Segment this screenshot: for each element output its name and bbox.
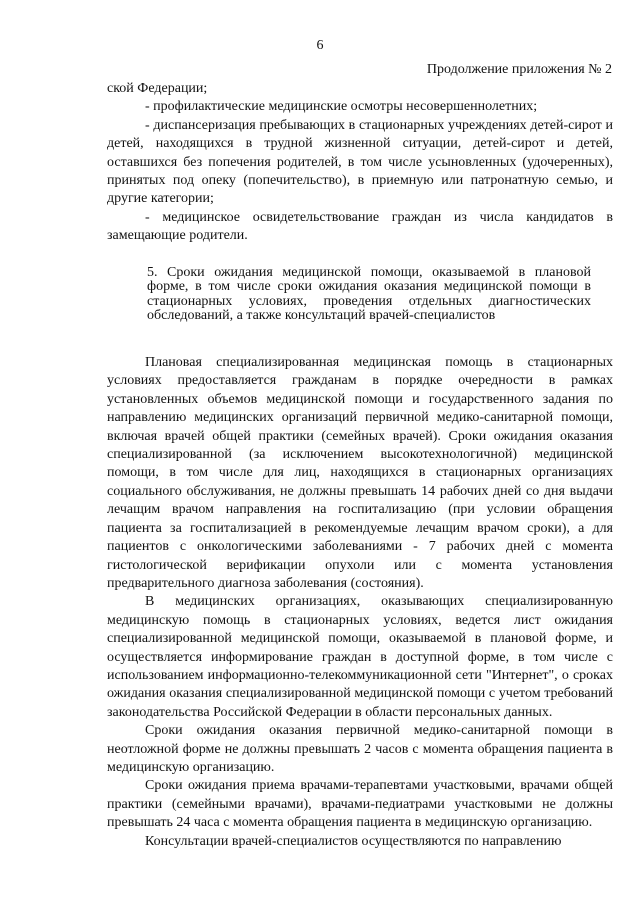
paragraph: В медицинских организациях, оказывающих специализированную медицинскую помощь в стационарных условиях, ведется лист ожидания специализированной медицинской помощи, оказываемой в плановой форме, и осуществляется информирование граждан в доступной форме, в том числе с использованием информационно-телекоммуникационной сети "Интернет", о сроках ожидания оказания специализированной медицинской помощи с учетом требований законодательства Российской Федерации в области персональных данных.	[107, 594, 613, 720]
lead-line: ской Федерации;	[107, 81, 208, 96]
appendix-note: Продолжение приложения № 2	[426, 62, 612, 77]
section-number: 5.	[147, 264, 158, 280]
list-item: - профилактические медицинские осмотры несовершеннолетних;	[145, 99, 538, 115]
paragraph: Плановая специализированная медицинская помощь в стационарных условиях предоставляется гражданам в порядке очередности в рамках установленных объемов медицинской помощи и государственного задания по направлению медицинских организаций первичной медико-санитарной помощи, включая врачей общей практики (семейных врачей). Сроки ожидания оказания специализированной (за исключением высокотехнологичной) медицинской помощи, в том числе для лиц, находящихся в стационарных организациях социального обслуживания, не должны превышать 14 рабочих дней со дня выдачи лечащим врачом направления на госпитализацию (при условии обращения пациента за госпитализацией в рекомендуемые лечащим врачом сроки), а для пациентов с онкологическими заболеваниями - 7 рабочих дней с момента гистологической верификации опухоли или с момента установления предварительного диагноза заболевания (состояния).	[107, 355, 613, 591]
paragraph: Сроки ожидания приема врачами-терапевтами участковыми, врачами общей практики (семейными врачами), врачами-педиатрами участковыми не должны превышать 24 часа с момента обращения пациента в медицинскую организацию.	[107, 778, 613, 831]
paragraph: Консультации врачей-специалистов осуществляются по направлению	[145, 833, 562, 849]
paragraph: Сроки ожидания оказания первичной медико-санитарной помощи в неотложной форме не должны превышать 2 часов с момента обращения пациента в медицинскую организацию.	[107, 723, 613, 775]
document-body	[107, 80, 613, 851]
section-title: Сроки ожидания медицинской помощи, оказываемой в плановой форме, в том числе сроки ожидания оказания медицинской помощи в стационарных условиях, проведения отдельных диагностических обследований, а также консультаций врачей-специалистов	[147, 264, 591, 324]
spacer	[107, 324, 613, 354]
section-heading	[147, 266, 591, 324]
page-number: 6	[316, 38, 324, 53]
list-item: - медицинское освидетельствование граждан из числа кандидатов в замещающие родители.	[107, 209, 613, 244]
list-item: - диспансеризация пребывающих в стационарных учреждениях детей-сирот и детей, находящихся в трудной жизненной ситуации, детей-сирот и детей, оставшихся без попечения родителей, в том числе усыновленных (удочеренных), принятых под опеку (попечительство), в приемную или патронатную семью, и другие категории;	[107, 117, 613, 207]
